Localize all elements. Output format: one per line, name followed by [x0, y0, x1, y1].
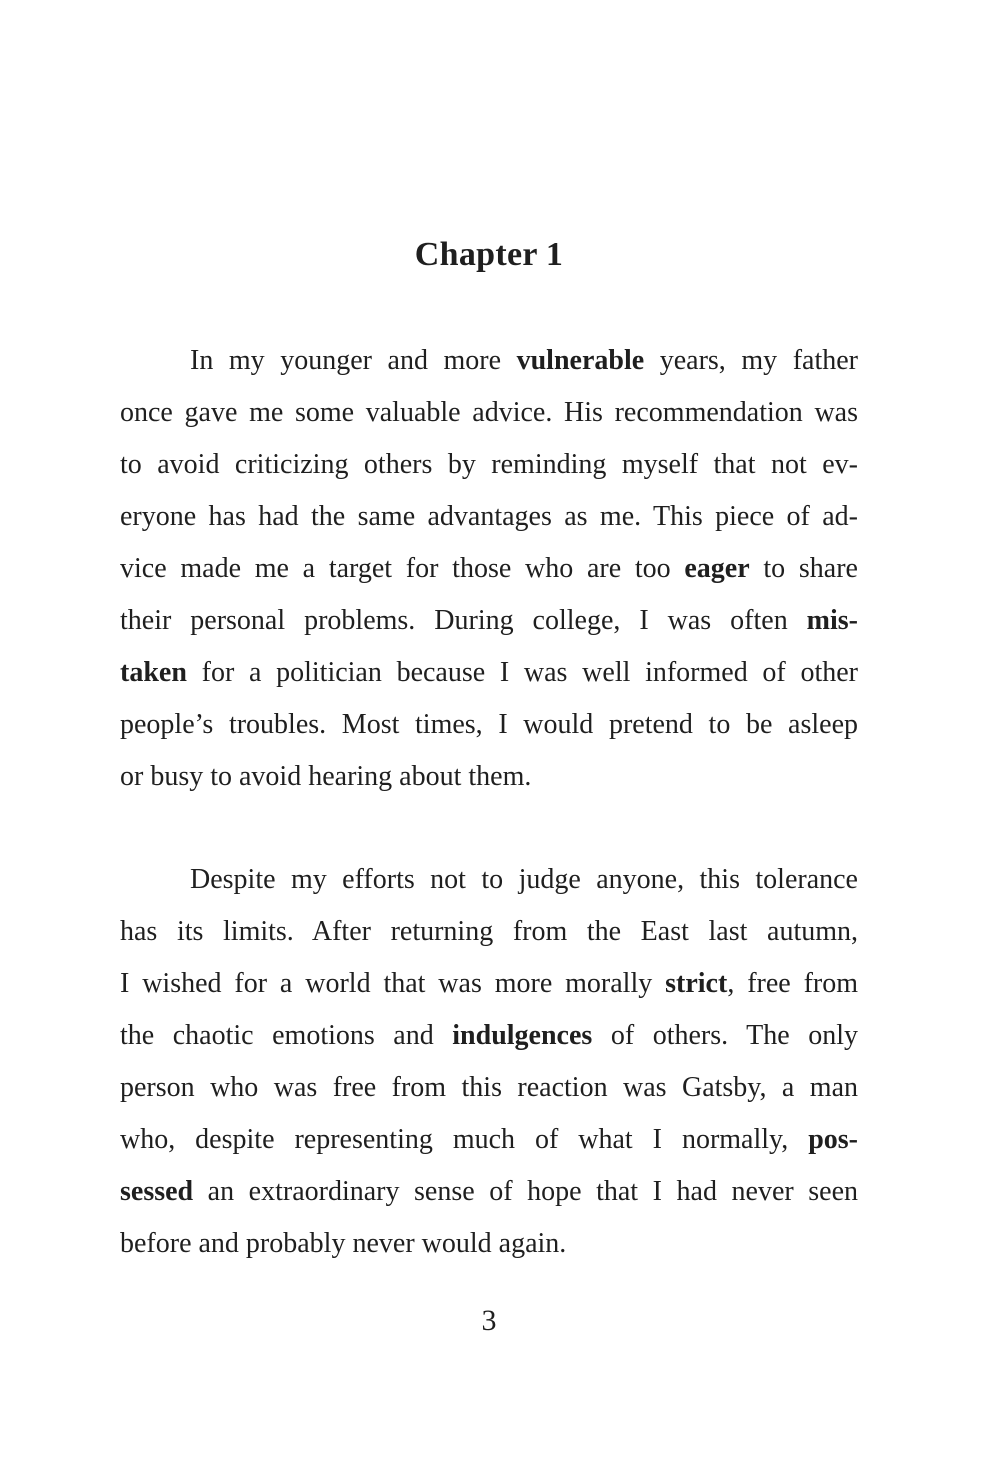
bold-word: mis-	[806, 605, 858, 636]
text-line: I wished for a world that was more morally strict, free from	[120, 968, 859, 999]
bold-word: vulnerable	[516, 345, 645, 376]
text-line: taken for a politician because I was well informed of other	[120, 657, 858, 688]
bold-word: pos-	[808, 1124, 858, 1155]
page-number: 3	[481, 1304, 497, 1337]
text-line: In my younger and more vulnerable years, my father	[190, 345, 858, 376]
text-line: vice made me a target for those who are too eager to share	[120, 553, 858, 584]
bold-word: sessed	[120, 1176, 194, 1207]
text-line: has its limits. After returning from the East last autumn,	[120, 916, 858, 947]
bold-word: strict	[665, 968, 728, 999]
text-line: who, despite representing much of what I normally, pos-	[120, 1124, 858, 1155]
text-line: sessed an extraordinary sense of hope that I had never seen	[120, 1176, 858, 1207]
paragraph	[120, 335, 858, 803]
text-line: eryone has had the same advantages as me. This piece of ad-	[120, 501, 858, 532]
text-line: people’s troubles. Most times, I would pretend to be asleep	[120, 709, 858, 740]
text-line: person who was free from this reaction was Gatsby, a man	[120, 1072, 858, 1103]
paragraph	[120, 854, 858, 1270]
text-line: to avoid criticizing others by reminding myself that not ev-	[120, 449, 858, 480]
chapter-title: Chapter 1	[414, 236, 564, 273]
text-line: their personal problems. During college, I was often mis-	[120, 605, 858, 636]
text-line: once gave me some valuable advice. His recommendation was	[120, 397, 858, 428]
bold-word: taken	[120, 657, 187, 688]
text-line: Despite my efforts not to judge anyone, this tolerance	[190, 864, 858, 895]
text-line: or busy to avoid hearing about them.	[120, 761, 532, 792]
text-line: the chaotic emotions and indulgences of others. The only	[120, 1020, 859, 1051]
bold-word: indulgences	[452, 1020, 593, 1051]
text-line: before and probably never would again.	[120, 1228, 567, 1259]
bold-word: eager	[684, 553, 750, 584]
